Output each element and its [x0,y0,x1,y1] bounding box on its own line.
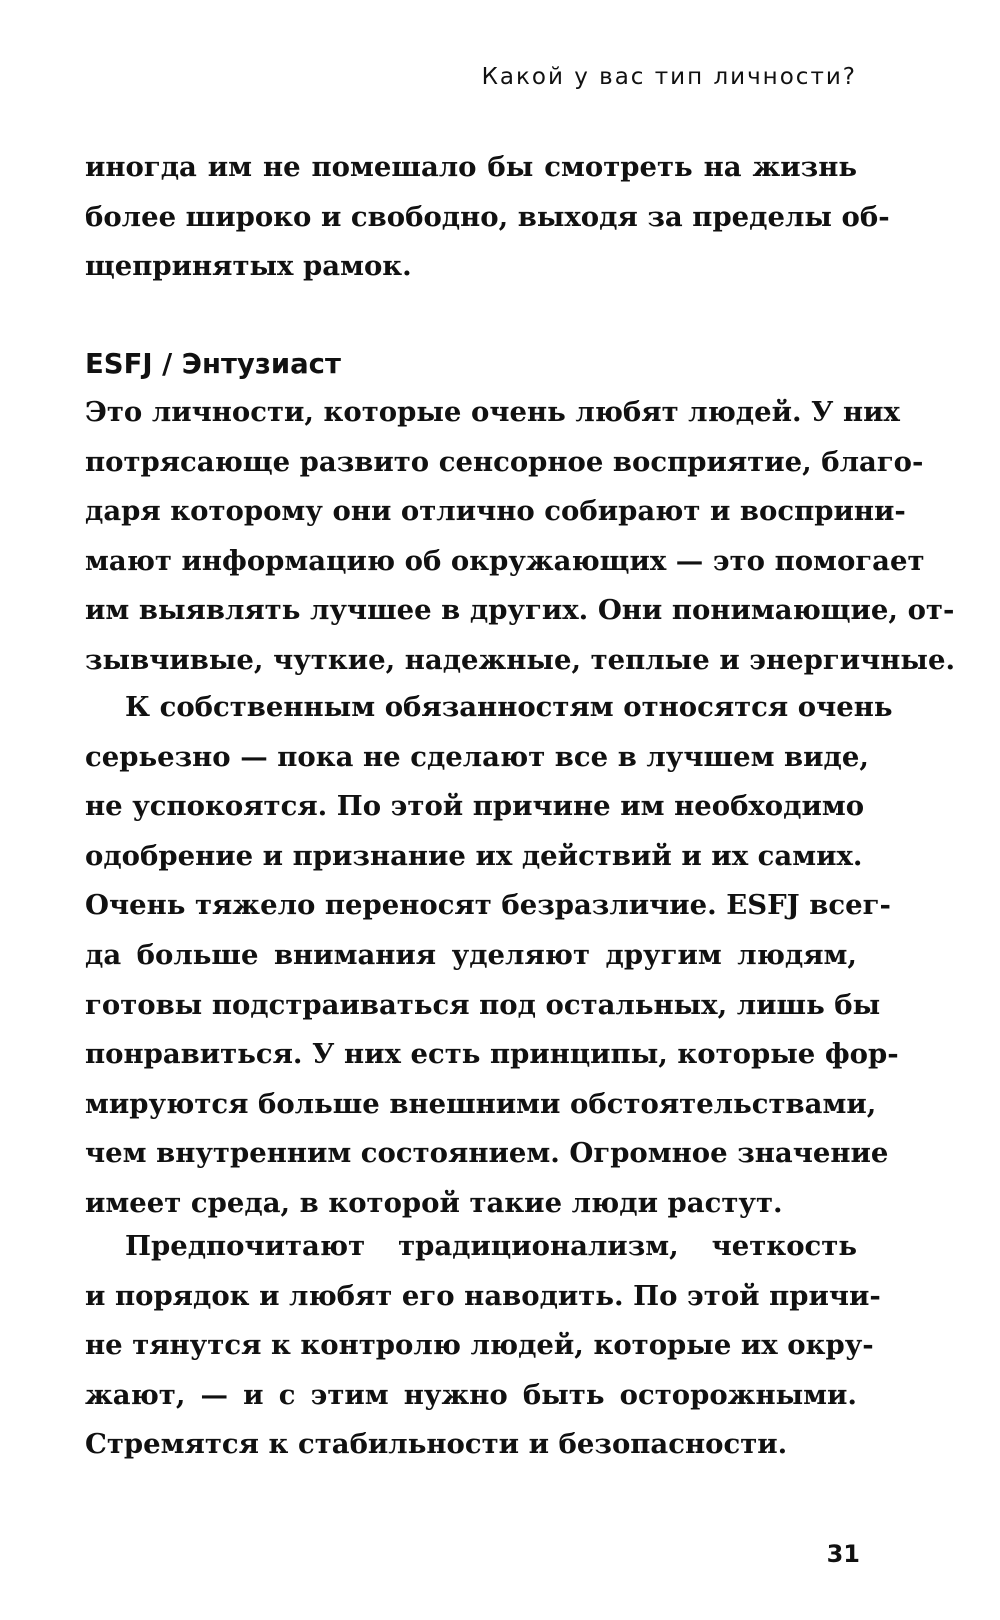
text-line: чем внутренним состоянием. Огромное значение [85,1137,889,1170]
text-line: имеет среда, в которой такие люди растут. [85,1186,783,1219]
text-line: Это личности, которые очень любят людей. У них [85,396,900,428]
text-line: готовы подстраиваться под остальных, лишь бы [85,988,881,1021]
page-number: 31 [826,1540,860,1568]
text-line: щепринятых рамок. [85,250,412,283]
intro-paragraph [85,143,890,292]
section-title: ESFJ / Энтузиаст [85,348,341,380]
text-line: Очень тяжело переносят безразличие. ESFJ всег- [85,889,891,922]
text-line: иногда им не помешало бы смотреть на жизнь [85,151,857,183]
paragraph [85,1222,881,1470]
text-line: не успокоятся. По этой причине им необходимо [85,790,865,823]
text-line: понравиться. У них есть принципы, которые фор- [85,1038,899,1071]
text-line: Предпочитают традиционализм, четкость [125,1230,857,1262]
text-line: одобрение и признание их действий и их самих. [85,839,863,872]
text-line: им выявлять лучшее в других. Они понимающие, от- [85,594,955,627]
text-line: жают, — и с этим нужно быть осторожными. [85,1378,857,1411]
paragraph [85,388,956,686]
text-line: более широко и свободно, выходя за пределы об- [85,200,890,233]
text-line: К собственным обязанностям относятся очень [125,691,893,723]
running-head: Какой у вас тип личности? [481,64,857,90]
text-line: Стремятся к стабильности и безопасности. [85,1428,788,1461]
paragraph [85,683,899,1229]
text-line: даря которому они отлично собирают и восприни- [85,495,906,528]
text-line: мают информацию об окружающих — это помогает [85,544,925,577]
text-line: не тянутся к контролю людей, которые их окру- [85,1329,874,1362]
text-line: зывчивые, чуткие, надежные, теплые и энергичные. [85,643,956,676]
text-line: и порядок и любят его наводить. По этой причи- [85,1279,881,1312]
text-line: серьезно — пока не сделают все в лучшем виде, [85,740,869,773]
text-line: мируются больше внешними обстоятельствами, [85,1087,877,1120]
text-line: да больше внимания уделяют другим людям, [85,938,857,971]
text-line: потрясающе развито сенсорное восприятие, благо- [85,445,924,478]
